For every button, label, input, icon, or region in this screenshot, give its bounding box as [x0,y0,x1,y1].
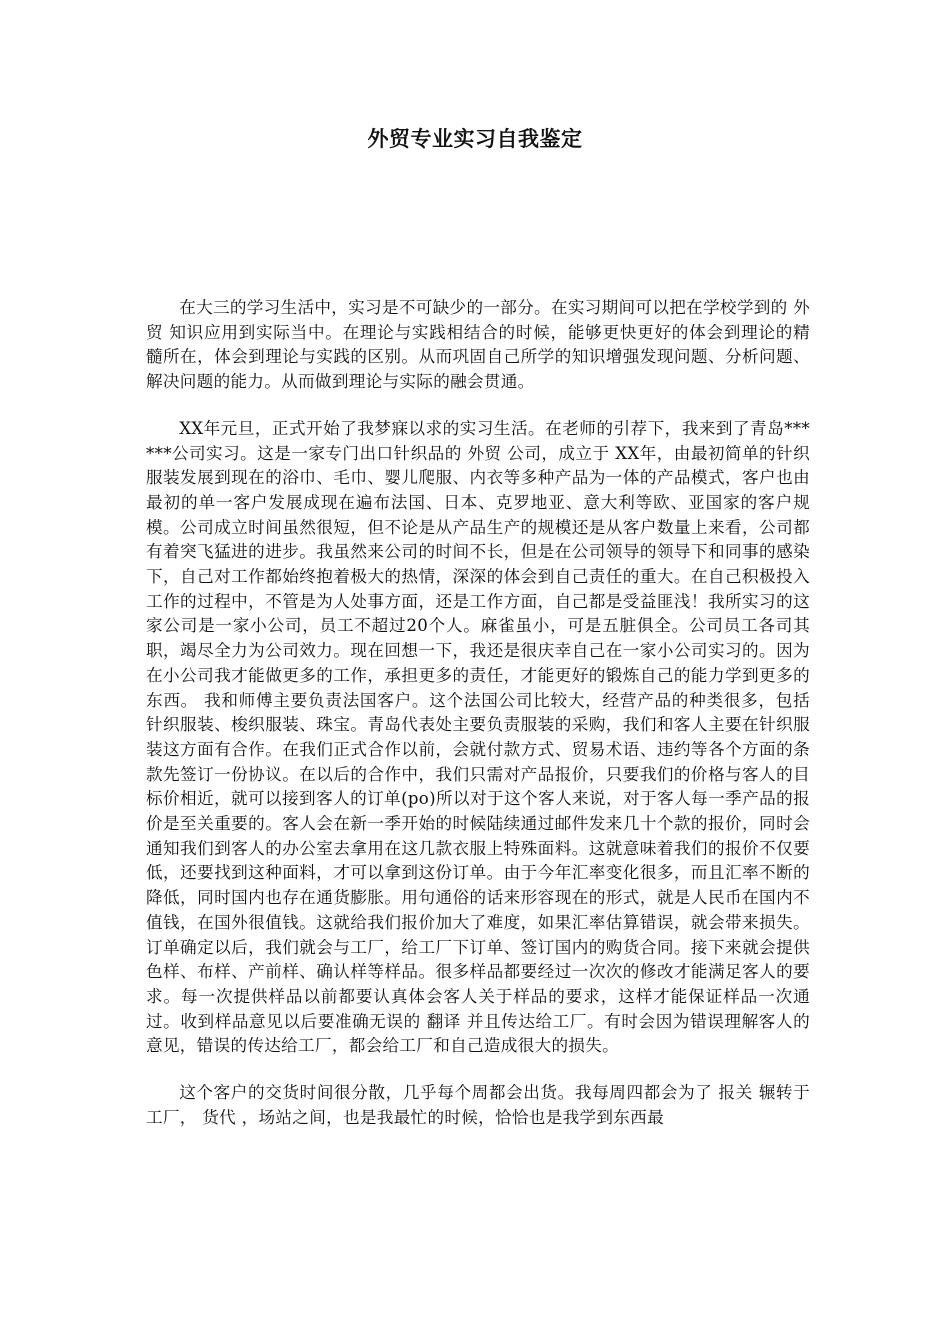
document-title: 外贸专业实习自我鉴定 [367,127,583,151]
paragraph: 在大三的学习生活中，实习是不可缺少的一部分。在实习期间可以把在学校学到的 外贸 知识应用到实际当中。在理论与实践相结合的时候，能够更快更好的体会到理论的精髓所在，体会到理论与实践的区别。从而巩固自己所学的知识增强发现问题、分析问题、解决问题的能力。从而做到理论与实际的融会贯通。 [146,298,810,392]
document-body [146,296,810,1153]
paragraph: 这个客户的交货时间很分散，几乎每个周都会出货。我每周四都会为了 报关 辗转于工厂， 货代 ，场站之间，也是我最忙的时候，恰恰也是我学到东西最 [146,1083,810,1127]
paragraph: XX年元旦，正式开始了我梦寐以求的实习生活。在老师的引荐下，我来到了青岛******公司实习。这是一家专门出口针织品的 外贸 公司，成立于 XX年，由最初简单的针织服装发展到现在的浴巾、毛巾、婴儿爬服、内衣等多种产品为一体的产品模式，客户也由最初的单一客户发展成现在遍布法国、日本、克罗地亚、意大利等欧、亚国家的客户规模。公司成立时间虽然很短，但不论是从产品生产的规模还是从客户数量上来看，公司都有着突飞猛进的进步。我虽然来公司的时间不长，但是在公司领导的领导下和同事的感染下，自己对工作都始终抱着极大的热情，深深的体会到自己责任的重大。在自己积极投入工作的过程中，不管是为人处事方面，还是工作方面，自己都是受益匪浅！我所实习的这家公司是一家小公司，员工不超过20个人。麻雀虽小，可是五脏俱全。公司员工各司其职，竭尽全力为公司效力。现在回想一下，我还是很庆幸自己在一家小公司实习的。因为在小公司我才能做更多的工作，承担更多的责任，才能更好的锻炼自己的能力学到更多的东西。 我和师傅主要负责法国客户。这个法国公司比较大，经营产品的种类很多，包括针织服装、梭织服装、珠宝。青岛代表处主要负责服装的采购，我们和客人主要在针织服装这方面有合作。在我们正式合作以前，会就付款方式、贸易术语、违约等各个方面的条款先签订一份协议。在以后的合作中，我们只需对产品报价，只要我们的价格与客人的目标价相近，就可以接到客人的订单(po)所以对于这个客人来说，对于客人每一季产品的报价是至关重要的。客人会在新一季开始的时候陆续通过邮件发来几十个款的报价，同时会通知我们到客人的办公室去拿用在这几款衣服上特殊面料。这就意味着我们的报价不仅要低，还要找到这种面料，才可以拿到这份订单。由于今年汇率变化很多，而且汇率不断的降低，同时国内也存在通货膨胀。用句通俗的话来形容现在的形式，就是人民币在国内不值钱，在国外很值钱。这就给我们报价加大了难度，如果汇率估算错误，就会带来损失。 订单确定以后，我们就会与工厂，给工厂下订单、签订国内的购货合同。接下来就会提供色样、布样、产前样、确认样等样品。很多样品都要经过一次次的修改才能满足客人的要求。每一次提供样品以前都要认真体会客人关于样品的要求，这样才能保证样品一次通过。收到样品意见以后要准确无误的 翻译 并且传达给工厂。有时会因为错误理解客人的意见，错误的传达给工厂，都会给工厂和自己造成很大的损失。 [146,418,810,1056]
